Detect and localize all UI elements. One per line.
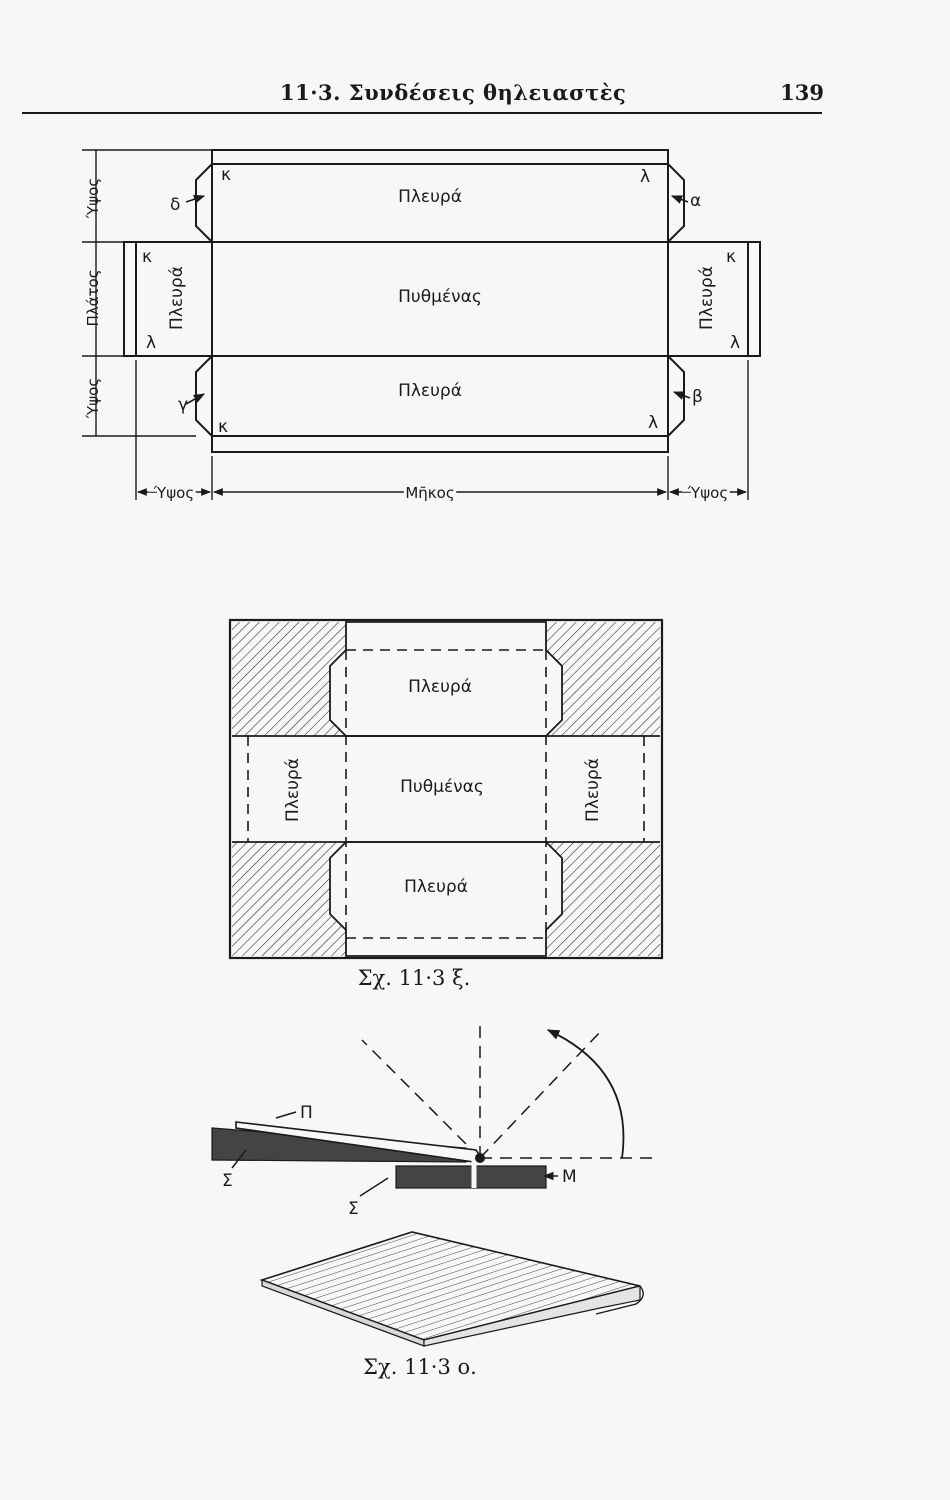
fig3-label-sigma-left: Σ	[222, 1171, 233, 1191]
fig1-letter-lambda-bottom: λ	[648, 413, 659, 433]
fig1-dim-height-bottom: Ύψος	[84, 377, 102, 419]
bending-figure	[212, 1024, 652, 1196]
fig1-letter-beta: β	[692, 387, 703, 407]
fig1-dim-length: Μῆκος	[405, 484, 455, 502]
fig2-top-side-label: Πλευρά	[408, 677, 472, 697]
fig1-letter-lambda-right: λ	[730, 333, 741, 353]
beta-leader	[674, 392, 690, 398]
fig1-letter-delta: δ	[170, 195, 181, 215]
fig2-bottom-side-label: Πλευρά	[404, 877, 468, 897]
page-number: 139	[780, 80, 824, 105]
hatched-corner-bottom-right	[546, 842, 660, 956]
fig1-dim-height-top: Ύψος	[84, 177, 102, 219]
fig1-letter-kappa-bottom: κ	[218, 417, 229, 437]
fig2-bottom-label: Πυθμένας	[400, 777, 484, 797]
fig1-letter-kappa-left: κ	[142, 247, 153, 267]
bottom-side-cut	[330, 842, 562, 956]
fig3-label-sigma-right: Σ	[348, 1199, 359, 1219]
hatched-corner-top-left	[232, 622, 346, 736]
fig1-bottom-side-label: Πλευρά	[398, 381, 462, 401]
fig1-letter-alpha: α	[690, 191, 702, 211]
lower-die-block	[396, 1166, 546, 1188]
fig1-letter-lambda-top: λ	[640, 167, 651, 187]
fig3-caption: Σχ. 11·3 ο.	[363, 1355, 477, 1379]
fig2-left-side-label: Πλευρά	[283, 758, 303, 822]
fig3-label-mu: Μ	[562, 1167, 577, 1187]
fig1-letter-kappa-top: κ	[221, 165, 232, 185]
fig2-caption: Σχ. 11·3 ξ.	[357, 966, 471, 990]
sigma-right-leader	[360, 1178, 388, 1196]
page-title: 11·3. Συνδέσεις θηλειαστὲς	[280, 80, 627, 105]
fig1-letter-lambda-left: λ	[146, 333, 157, 353]
hemmed-sheet-illustration	[262, 1232, 643, 1346]
fig3-label-pi: Π	[300, 1103, 313, 1123]
bend-pivot-point	[475, 1153, 485, 1163]
fig1-letter-gamma: γ	[178, 395, 189, 415]
bend-angle-dashed-lines	[362, 1024, 652, 1158]
bottom-side-outline	[196, 356, 684, 452]
fig1-dim-width: Πλάτος	[84, 269, 102, 327]
fig1-bottom-label: Πυθμένας	[398, 287, 482, 307]
hatched-corner-bottom-left	[232, 842, 346, 956]
hatched-corner-top-right	[546, 622, 660, 736]
fig1-left-side-label: Πλευρά	[167, 266, 187, 330]
fig1-right-side-label: Πλευρά	[697, 266, 717, 330]
pi-leader	[276, 1112, 296, 1118]
fig2-right-side-label: Πλευρά	[583, 758, 603, 822]
fig1-dim-height-left: Ύψος	[153, 484, 195, 502]
fig1-dim-height-right: Ύψος	[687, 484, 729, 502]
fig1-letter-kappa-right: κ	[726, 247, 737, 267]
rotation-arc	[548, 1030, 623, 1158]
alpha-leader	[672, 196, 688, 202]
fig1-top-side-label: Πλευρά	[398, 187, 462, 207]
